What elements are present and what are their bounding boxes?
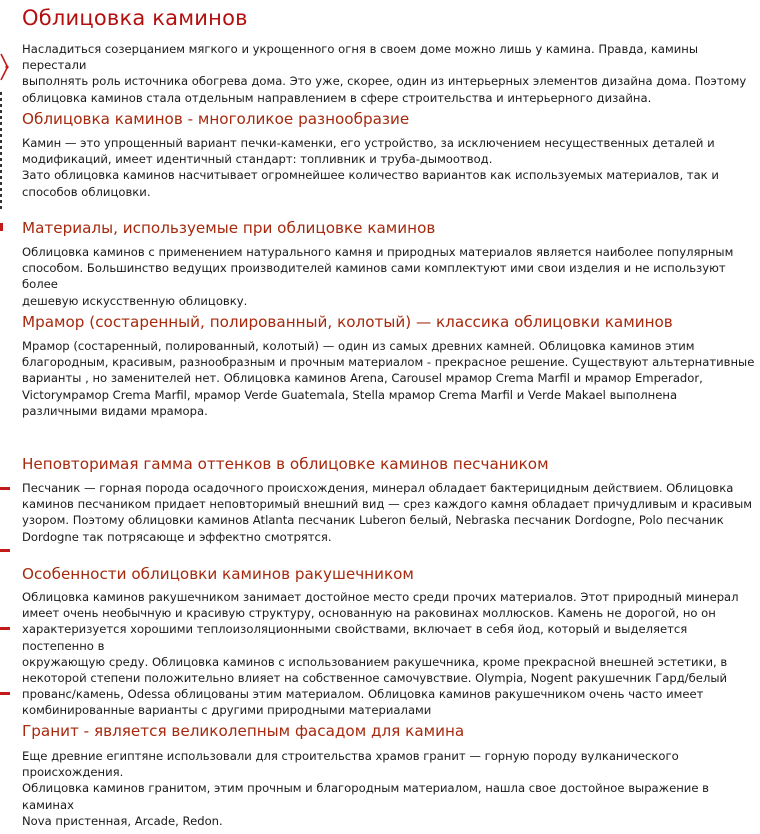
text-line: Песчаник — горная порода осадочного происхождения, минерал обладает бактерицидным действием. Облицовка [22, 481, 734, 495]
text-line: имеет очень необычную и красивую структуру, основанную на раковинах моллюсков. Камень не дорогой, но он [22, 606, 716, 621]
text-line: Зато облицовка каминов насчитывает огромнейшее количество вариантов как используемых материалов, так и [22, 168, 719, 183]
section-paragraph [22, 244, 757, 309]
text-line: модификаций, имеет идентичный стандарт: топливник и труба-дымоотвод. [22, 152, 493, 167]
text-line: Мрамор (состаренный, полированный, колотый) — один из самых древних камней. Облицовка каминов этим [22, 339, 695, 353]
edge-marker [0, 549, 10, 552]
section-heading: Неповторимая гамма оттенков в облицовке каминов песчаником [22, 455, 549, 473]
text-line: Насладиться созерцанием мягкого и укрощенного огня в своем доме можно лишь у камина. Правда, камины перестали [22, 42, 698, 73]
text-line: Облицовка каминов ракушечником занимает достойное место среди прочих материалов. Этот природный минерал [22, 590, 739, 604]
text-line: каминов песчаником придает неповторимый внешний вид — срез каждого камня обладает причудливым и красивым [22, 497, 753, 512]
section-heading: Гранит - является великолепным фасадом для камина [22, 722, 465, 740]
text-line: дешевую искусственную облицовку. [22, 293, 248, 308]
text-line: некоторой степени положительно влияет на собственное самочувствие. Olympia, Nogent ракушечник Гард/белый [22, 671, 728, 686]
text-line: прованс/камень, Odessa облицованы этим материалом. Облицовка каминов ракушечником очень часто имеет [22, 687, 704, 702]
text-line: Облицовка каминов гранитом, этим прочным и благородным материалом, нашла свое достойное выражение в каминах [22, 781, 709, 812]
text-line: различными видами мрамора. [22, 403, 208, 418]
text-line: Victoryмрамор Crema Marfil, мрамор Verde Guatemala, Stella мрамор Crema Marfil и Verde Makael выполнена [22, 387, 678, 402]
intro-paragraph [22, 41, 757, 106]
section-heading: Мрамор (состаренный, полированный, колотый) — классика облицовки каминов [22, 313, 673, 331]
section-paragraph [22, 338, 757, 419]
section-paragraph [22, 748, 757, 829]
text-line: Dordogne так потрясающе и эффектно смотрятся. [22, 529, 332, 544]
text-line: окружающую среду. Облицовка каминов с использованием ракушечника, кроме прекрасной внешней эстетики, в [22, 654, 728, 669]
section-paragraph [22, 589, 757, 719]
text-line: способом. Большинство ведущих производителей каминов сами комплектуют ими свои изделия и не используют более [22, 261, 726, 292]
text-line: происхождения. [22, 765, 124, 780]
section-heading: Особенности облицовки каминов ракушечником [22, 565, 414, 583]
page-title: Облицовка каминов [22, 6, 248, 30]
text-line: комбинированные варианты с другими природными материалами [22, 703, 432, 718]
text-line: узором. Поэтому облицовки каминов Atlanta песчаник Luberon белый, Nebraska песчаник Dordogne, Polo песчаник [22, 513, 724, 528]
text-line: Облицовка каминов с применением натурального камня и природных материалов является наиболее популярным [22, 245, 734, 259]
section-heading: Облицовка каминов - многоликое разнообразие [22, 110, 410, 128]
text-line: характеризуется хорошими теплоизоляционными свойствами, включает в себя йод, который и выделяется постепенно в [22, 622, 688, 653]
section-paragraph [22, 480, 757, 545]
edge-marker [0, 692, 10, 695]
text-line: облицовка каминов стала отдельным направлением в сфере строительства и интерьерного дизайна. [22, 90, 652, 105]
text-line: Nova пристенная, Arcade, Redon. [22, 813, 223, 828]
text-line: благородным, красивым, разнообразным и прочным материалом - прекрасное решение. Существуют альтернативные [22, 355, 755, 370]
text-line: варианты , но заменителей нет. Облицовка каминов Arena, Carousel мрамор Crema Marfil и мрамор Emperador, [22, 371, 703, 386]
edge-marker [0, 487, 10, 490]
section-paragraph [22, 135, 757, 200]
edge-marker [0, 627, 10, 630]
text-line: Еще древние египтяне использовали для строительства храмов гранит — горную породу вулканического [22, 749, 679, 763]
dashed-cut-line [0, 92, 2, 212]
scissors-icon [0, 52, 10, 82]
text-line: способов облицовки. [22, 184, 151, 199]
section-heading: Материалы, используемые при облицовке каминов [22, 219, 436, 237]
text-line: Камин — это упрощенный вариант печки-каменки, его устройство, за исключением несущественных деталей и [22, 136, 715, 150]
text-line: выполнять роль источника обогрева дома. Это уже, скорее, один из интерьерных элементов дизайна дома. Поэтому [22, 74, 747, 89]
edge-marker [0, 223, 3, 231]
